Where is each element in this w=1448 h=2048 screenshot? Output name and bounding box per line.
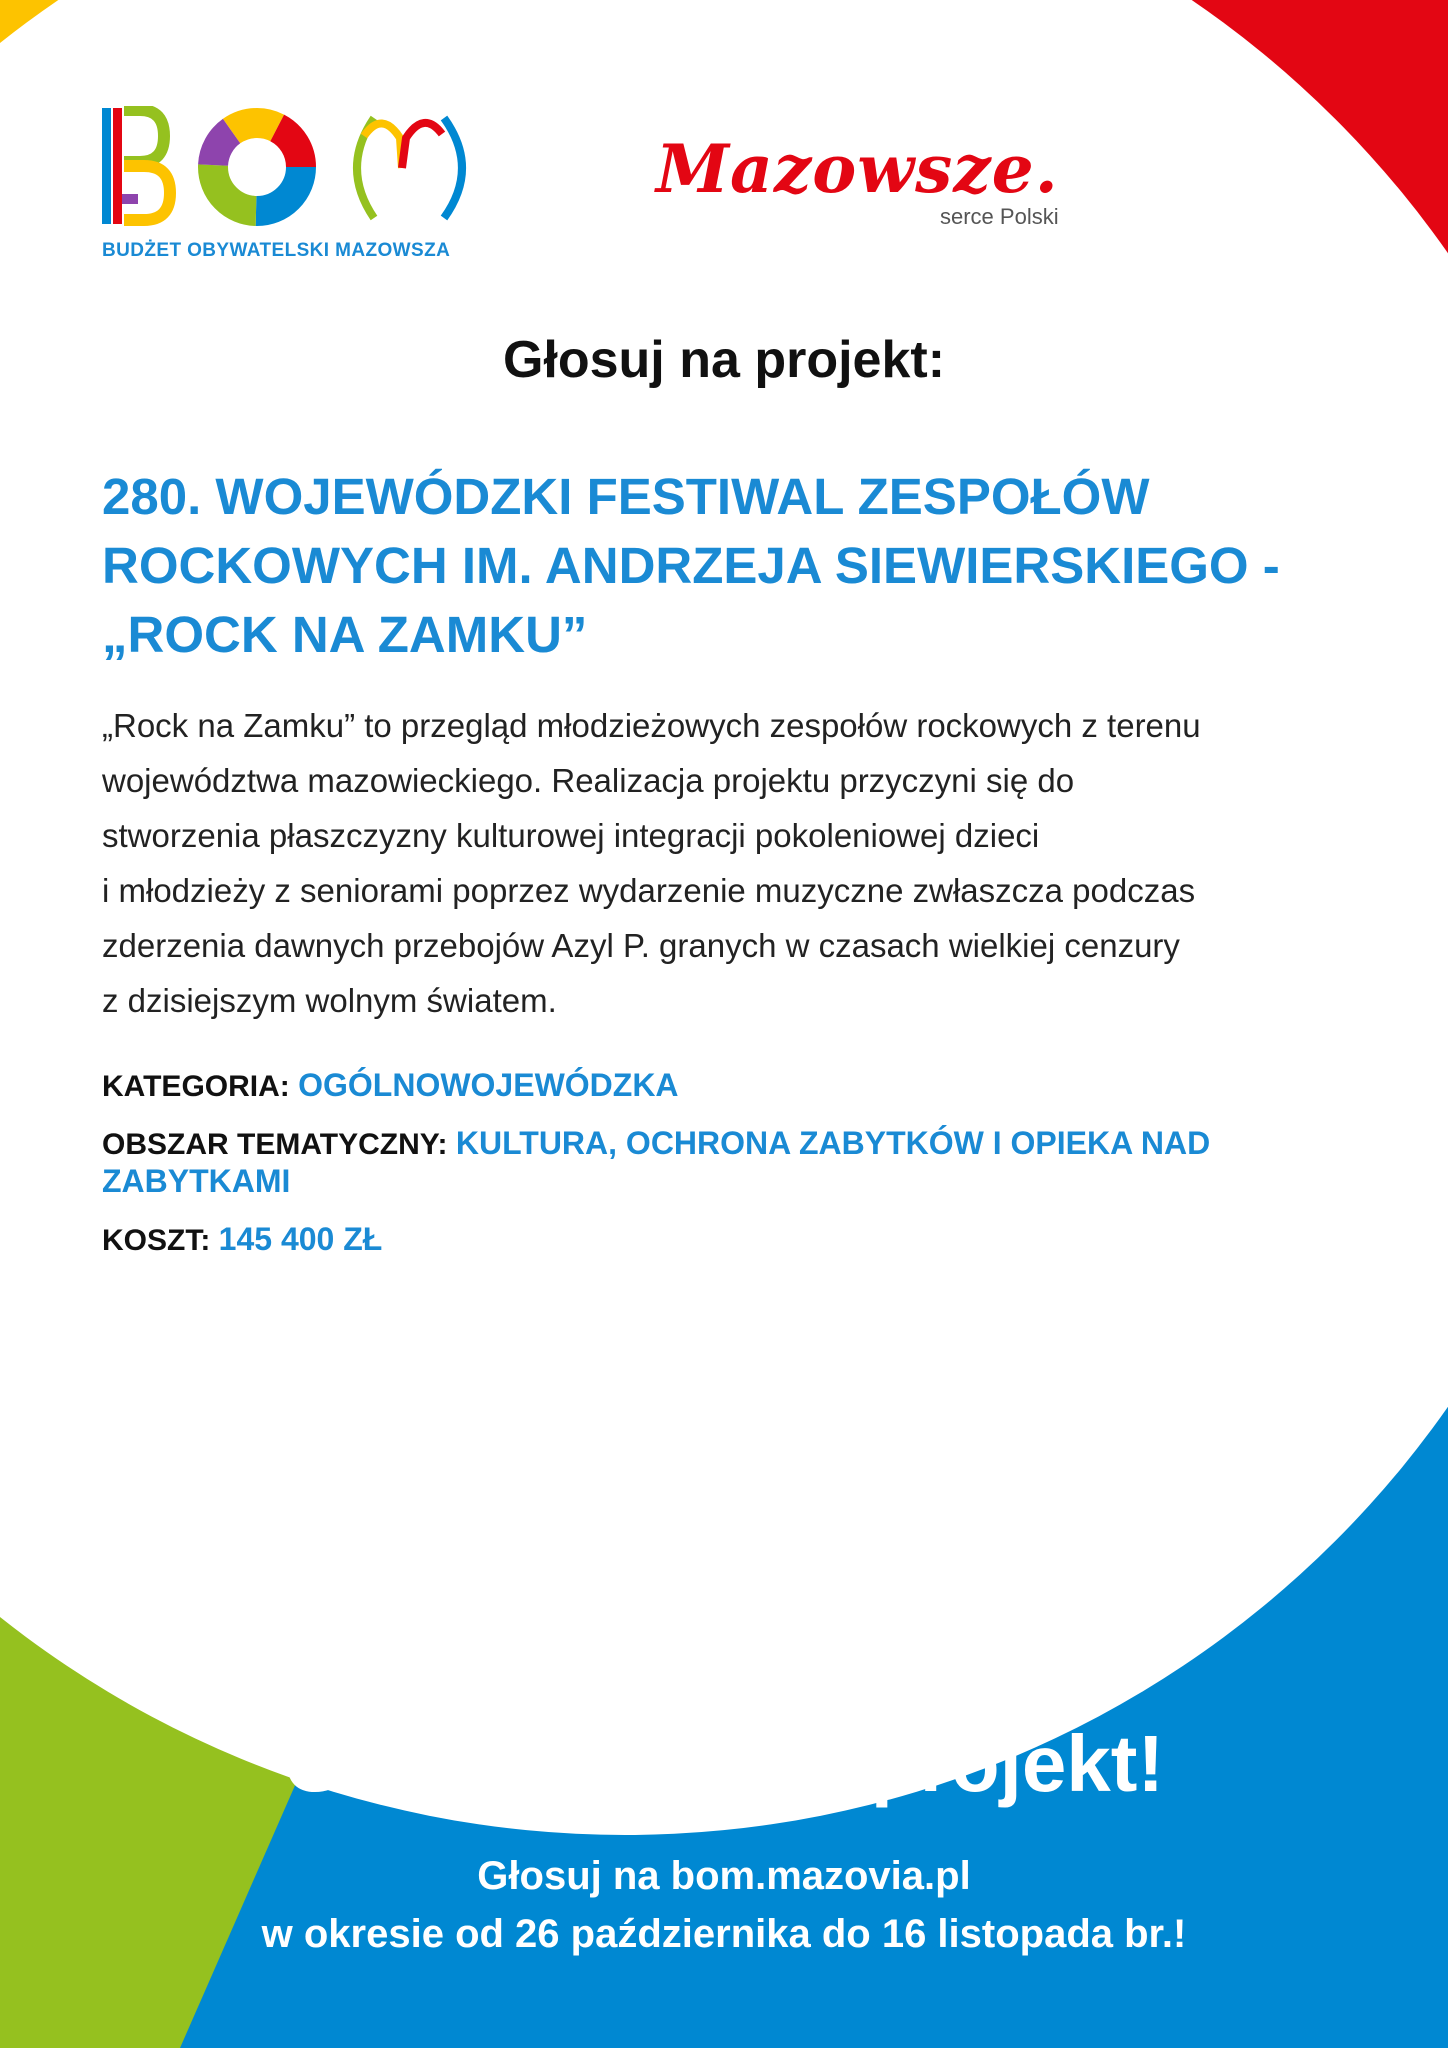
description-line: stworzenia płaszczyzny kulturowej integracji pokoleniowej dzieci	[102, 817, 1040, 854]
bom-b-stem-blue	[102, 108, 111, 224]
bom-m-middle-red	[402, 123, 442, 168]
mazowsze-tagline: serce Polski	[940, 204, 1059, 229]
mazowsze-logo	[656, 130, 1096, 240]
category-value: OGÓLNOWOJEWÓDZKA	[298, 1067, 679, 1103]
bom-caption: BUDŻET OBYWATELSKI MAZOWSZA	[102, 240, 451, 261]
project-title-line: ROCKOWYCH IM. ANDRZEJA SIEWIERSKIEGO -	[102, 537, 1280, 594]
project-title-line: „ROCK NA ZAMKU”	[102, 606, 588, 663]
bom-b-purple-mark	[122, 194, 138, 204]
project-description	[102, 698, 1342, 1028]
description-line: z dzisiejszym wolnym światem.	[102, 982, 557, 1019]
cta-dates-line: w okresie od 26 października do 16 listopada br.!	[261, 1912, 1187, 1956]
category-row	[102, 1067, 1282, 1105]
description-line: „Rock na Zamku” to przegląd młodzieżowych zespołów rockowych z terenu	[102, 707, 1201, 744]
cta-heading: Głosuj na nasz projekt!	[283, 1719, 1165, 1808]
cost-row	[102, 1221, 1282, 1259]
project-title	[102, 462, 1332, 669]
bom-b-lower-bowl	[124, 166, 170, 220]
bom-b-upper-bowl	[124, 110, 164, 162]
description-line: i młodzieży z seniorami poprzez wydarzenie muzyczne zwłaszcza podczas	[102, 872, 1196, 909]
mazowsze-wordmark: Mazowsze.	[656, 130, 1059, 208]
bom-m-middle-yellow	[364, 123, 402, 168]
bom-logo	[102, 106, 502, 266]
vote-heading: Głosuj na projekt:	[502, 331, 946, 389]
bom-letters-graphic	[102, 106, 512, 228]
description-line: województwa mazowieckiego. Realizacja projektu przyczyni się do	[102, 762, 1075, 799]
bom-b-stem-red	[113, 108, 122, 224]
category-label: KATEGORIA:	[102, 1070, 290, 1103]
project-title-line: 280. WOJEWÓDZKI FESTIWAL ZESPOŁÓW	[102, 468, 1150, 525]
cost-value: 145 400 ZŁ	[218, 1221, 383, 1257]
bom-m-right-arc	[444, 118, 462, 218]
description-line: zderzenia dawnych przebojów Azyl P. granych w czasach wielkiej cenzury	[102, 927, 1180, 964]
thematic-area-value: KULTURA, OCHRONA ZABYTKÓW I OPIEKA NAD ZABYTKAMI	[102, 1125, 1211, 1199]
cta-website-line: Głosuj na bom.mazovia.pl	[477, 1854, 971, 1898]
cost-label: KOSZT:	[102, 1224, 211, 1257]
thematic-area-row	[102, 1125, 1282, 1201]
thematic-area-label: OBSZAR TEMATYCZNY:	[102, 1128, 448, 1161]
